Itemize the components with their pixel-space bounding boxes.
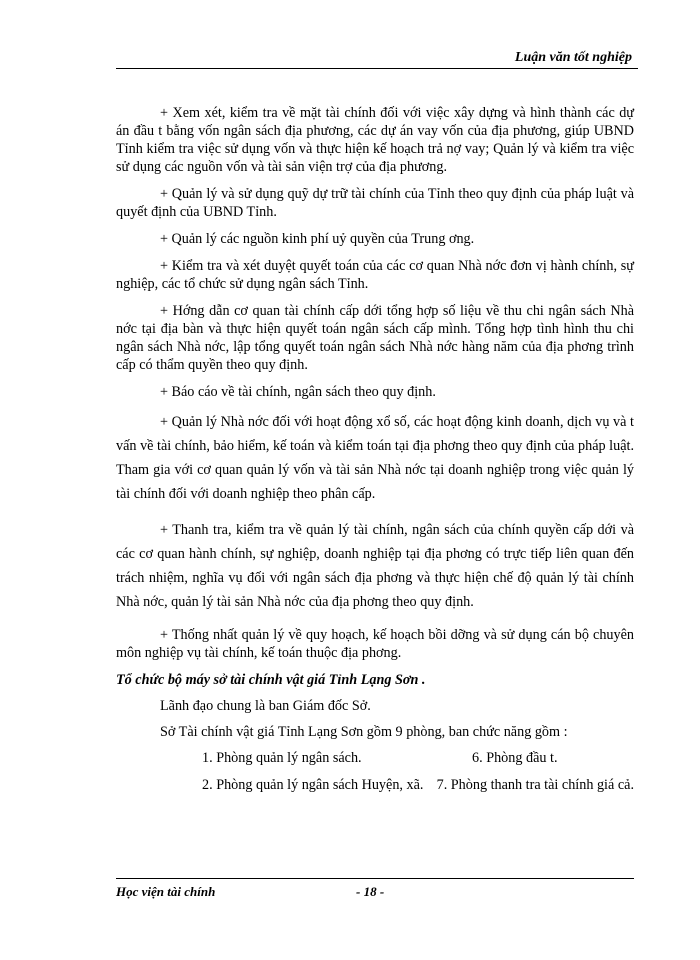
- department-item: 6. Phòng đầu t.: [472, 750, 558, 766]
- section-heading: Tổ chức bộ máy sở tài chính vật giá Tỉnh Lạng Sơn .: [116, 672, 426, 688]
- header-rule: [116, 68, 638, 69]
- paragraph: + Xem xét, kiểm tra về mặt tài chính đối với việc xây dựng và hình thành các dự án đầu t bằng vốn ngân sách địa phương, các dự án vay vốn của địa phương, giúp UBND Tỉnh kiểm tra việc sử dụng vốn và thực hiện kế hoạch trả nợ vay; Quản lý và kiểm tra việc sử dụng các nguồn vốn và tài sản viện trợ của địa phương.: [116, 105, 634, 175]
- header-title: Luận văn tốt nghiệp: [514, 50, 632, 65]
- department-item: 2. Phòng quản lý ngân sách Huyện, xã.: [202, 777, 424, 793]
- page-number: - 18 -: [356, 884, 385, 899]
- section-line: Sở Tài chính vật giá Tỉnh Lạng Sơn gồm 9 phòng, ban chức năng gồm :: [160, 724, 568, 740]
- paragraph: + Quản lý các nguồn kinh phí uỷ quyền của Trung ơng.: [160, 231, 475, 247]
- department-list-row: [116, 776, 634, 794]
- section-line: Lãnh đạo chung là ban Giám đốc Sở.: [160, 698, 371, 714]
- department-list-row: [116, 749, 634, 767]
- paragraph: + Quản lý Nhà nớc đối với hoạt động xổ số, các hoạt động kinh doanh, dịch vụ và t vấn về tài chính, bảo hiểm, kế toán và kiểm toán tại địa phơng theo quy định của pháp luật. Tham gia với cơ quan quản lý vốn và tài sản Nhà nớc tại doanh nghiệp trong việc quản lý tài chính đối với doanh nghiệp theo phân cấp.: [116, 414, 634, 502]
- page-body: [116, 104, 634, 803]
- paragraph: + Quản lý và sử dụng quỹ dự trữ tài chính của Tỉnh theo quy định của pháp luật và quyết định của UBND Tỉnh.: [116, 186, 634, 220]
- paragraph: + Báo cáo về tài chính, ngân sách theo quy định.: [160, 384, 436, 400]
- paragraph: + Kiểm tra và xét duyệt quyết toán của các cơ quan Nhà nớc đơn vị hành chính, sự nghiệp, các tổ chức sử dụng ngân sách Tỉnh.: [116, 258, 634, 292]
- paragraph: + Hớng dẫn cơ quan tài chính cấp dới tổng hợp số liệu về thu chi ngân sách Nhà nớc tại địa bàn và thực hiện quyết toán ngân sách cấp mình. Tổng hợp tình hình thu chi ngân sách Nhà nớc, lập tổng quyết toán ngân sách Nhà nớc hàng năm của địa phơng trình cấp có thẩm quyền theo quy định.: [116, 303, 634, 373]
- paragraph: + Thanh tra, kiểm tra về quản lý tài chính, ngân sách của chính quyền cấp dới và các cơ quan hành chính, sự nghiệp, doanh nghiệp tại địa phơng có trực tiếp liên quan đến trách nhiệm, nghĩa vụ đối với ngân sách địa phơng và thực hiện chế độ quản lý tài chính Nhà nớc, quản lý tài sản Nhà nớc của địa phơng theo quy định.: [116, 522, 634, 610]
- paragraph: + Thống nhất quản lý về quy hoạch, kế hoạch bồi dỡng và sử dụng cán bộ chuyên môn nghiệp vụ tài chính, kế toán thuộc địa phơng.: [116, 627, 634, 661]
- footer-rule: [116, 878, 634, 879]
- department-item: 1. Phòng quản lý ngân sách.: [202, 750, 362, 766]
- department-item: 7. Phòng thanh tra tài chính giá cả.: [436, 777, 634, 793]
- footer-institution: Học viện tài chính: [116, 884, 216, 899]
